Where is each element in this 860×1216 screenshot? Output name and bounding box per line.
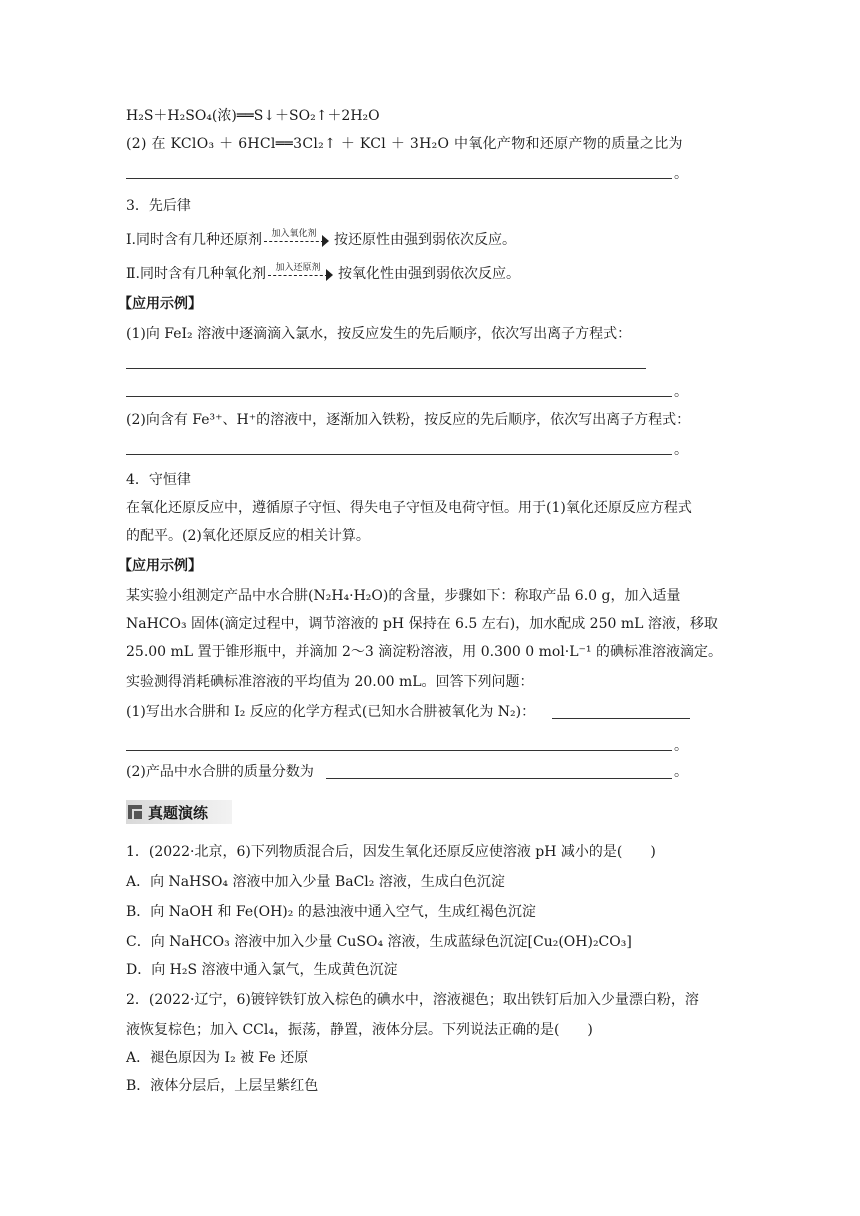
answer-line	[126, 454, 672, 455]
banner-title: 真题演练	[148, 804, 209, 822]
option-d: D．向 H₂S 溶液中通入氯气，生成黄色沉淀	[126, 962, 398, 978]
section-banner	[126, 800, 232, 824]
section-heading: 3．先后律	[126, 198, 191, 214]
paragraph-line: 25.00 mL 置于锥形瓶中，并滴加 2～3 滴淀粉溶液，用 0.300 0 mol·L⁻¹ 的碘标准溶液滴定。	[126, 644, 722, 660]
answer-line	[126, 368, 646, 369]
option-b: B．向 NaOH 和 Fe(OH)₂ 的悬浊液中通入空气，生成红褐色沉淀	[126, 904, 536, 920]
answer-line	[126, 750, 672, 751]
answer-line	[126, 396, 672, 397]
banner-icon	[128, 805, 142, 819]
equation-line: H₂S＋H₂SO₄(浓)══S↓＋SO₂↑＋2H₂O	[126, 108, 380, 124]
arrow-label: 加入氧化剂	[271, 229, 317, 239]
paragraph-line: 在氧化还原反应中，遵循原子守恒、得失电子守恒及电荷守恒。用于(1)氧化还原反应方程式	[126, 500, 692, 516]
question-text: (1)写出水合肼和 I₂ 反应的化学方程式(已知水合肼被氧化为 N₂)：	[126, 704, 536, 720]
rule-2-suffix: 按氧化性由强到弱依次反应。	[337, 266, 520, 282]
rule-1-suffix: 按还原性由强到弱依次反应。	[333, 232, 516, 248]
period-mark: 。	[674, 442, 688, 458]
rule-line-2	[126, 264, 520, 284]
paragraph-line: 某实验小组测定产品中水合肼(N₂H₄·H₂O)的含量，步骤如下：称取产品 6.0 g，加入适量	[126, 588, 681, 604]
question-text: (2) 在 KClO₃ ＋ 6HCl══3Cl₂↑ ＋ KCl ＋ 3H₂O 中氧化产物和还原产物的质量之比为	[126, 136, 683, 152]
option-a: A．褪色原因为 I₂ 被 Fe 还原	[126, 1050, 309, 1066]
answer-line	[126, 178, 672, 179]
paragraph-line: 实验测得消耗碘标准溶液的平均值为 20.00 mL。回答下列问题：	[126, 674, 534, 690]
arrow-icon	[262, 230, 334, 250]
example-label: 【应用示例】	[118, 558, 202, 574]
option-c: C．向 NaHCO₃ 溶液中加入少量 CuSO₄ 溶液，生成蓝绿色沉淀[Cu₂(OH)₂CO₃]	[126, 934, 632, 950]
option-a: A．向 NaHSO₄ 溶液中加入少量 BaCl₂ 溶液，生成白色沉淀	[126, 874, 505, 890]
rule-1-prefix: Ⅰ.同时含有几种还原剂	[126, 232, 262, 248]
section-heading: 4．守恒律	[126, 472, 191, 488]
rule-line-1	[126, 230, 516, 250]
answer-line	[326, 778, 672, 779]
rule-2-prefix: Ⅱ.同时含有几种氧化剂	[126, 266, 266, 282]
example-label: 【应用示例】	[118, 296, 202, 312]
period-mark: 。	[674, 738, 688, 754]
arrow-label: 加入还原剂	[275, 263, 321, 273]
option-b: B．液体分层后，上层呈紫红色	[126, 1078, 319, 1094]
question-text: (2)向含有 Fe³⁺、H⁺的溶液中，逐渐加入铁粉，按反应的先后顺序，依次写出离子方程式：	[126, 412, 691, 428]
answer-line	[552, 718, 690, 719]
problem-stem: 液恢复棕色；加入 CCl₄，振荡，静置，液体分层。下列说法正确的是( )	[126, 1022, 593, 1038]
paragraph-line: NaHCO₃ 固体(滴定过程中，调节溶液的 pH 保持在 6.5 左右)，加水配成 250 mL 溶液，移取	[126, 616, 718, 632]
paragraph-line: 的配平。(2)氧化还原反应的相关计算。	[126, 528, 370, 544]
period-mark: 。	[674, 764, 688, 780]
problem-stem: 2．(2022·辽宁，6)镀锌铁钉放入棕色的碘水中，溶液褪色；取出铁钉后加入少量漂白粉，溶	[126, 992, 699, 1008]
period-mark: 。	[674, 384, 688, 400]
problem-stem: 1．(2022·北京，6)下列物质混合后，因发生氧化还原反应使溶液 pH 减小的是( )	[126, 844, 656, 860]
arrow-icon	[266, 264, 338, 284]
question-text: (1)向 FeI₂ 溶液中逐滴滴入氯水，按反应发生的先后顺序，依次写出离子方程式：	[126, 326, 632, 342]
question-text: (2)产品中水合肼的质量分数为	[126, 764, 314, 780]
period-mark: 。	[674, 166, 688, 182]
